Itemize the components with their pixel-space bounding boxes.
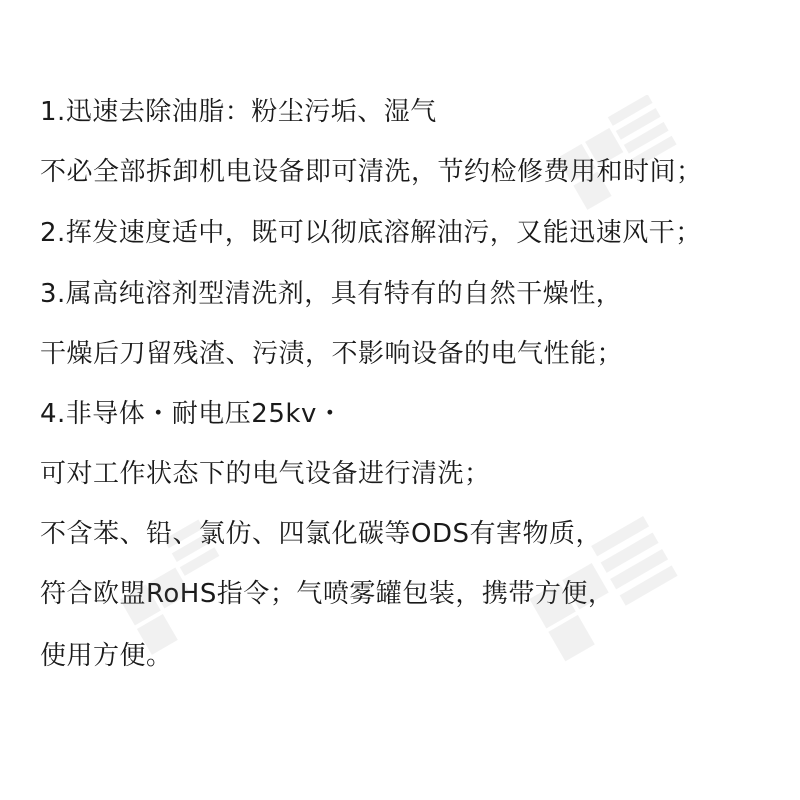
description-line-6: 4.非导体・耐电压25kv・ xyxy=(40,399,344,429)
description-line-4: 3.属高纯溶剂型清洗剂，具有特有的自然干燥性， xyxy=(40,279,623,309)
description-line-5: 干燥后刀留残渣、污渍，不影响设备的电气性能； xyxy=(40,339,624,369)
description-line-7: 可对工作状态下的电气设备进行清洗； xyxy=(40,459,491,489)
description-line-9: 符合欧盟RoHS指令；气喷雾罐包装，携带方便， xyxy=(40,579,615,609)
description-line-3: 2.挥发速度适中，既可以彻底溶解油污，又能迅速风干； xyxy=(40,218,702,248)
description-line-1: 1.迅速去除油脂：粉尘污垢、湿气 xyxy=(40,97,437,127)
description-line-2: 不必全部拆卸机电设备即可清洗，节约检修费用和时间； xyxy=(40,157,703,187)
description-line-8: 不含苯、铅、氯仿、四氯化碳等ODS有害物质， xyxy=(40,519,602,549)
description-line-10: 使用方便。 xyxy=(40,641,173,671)
